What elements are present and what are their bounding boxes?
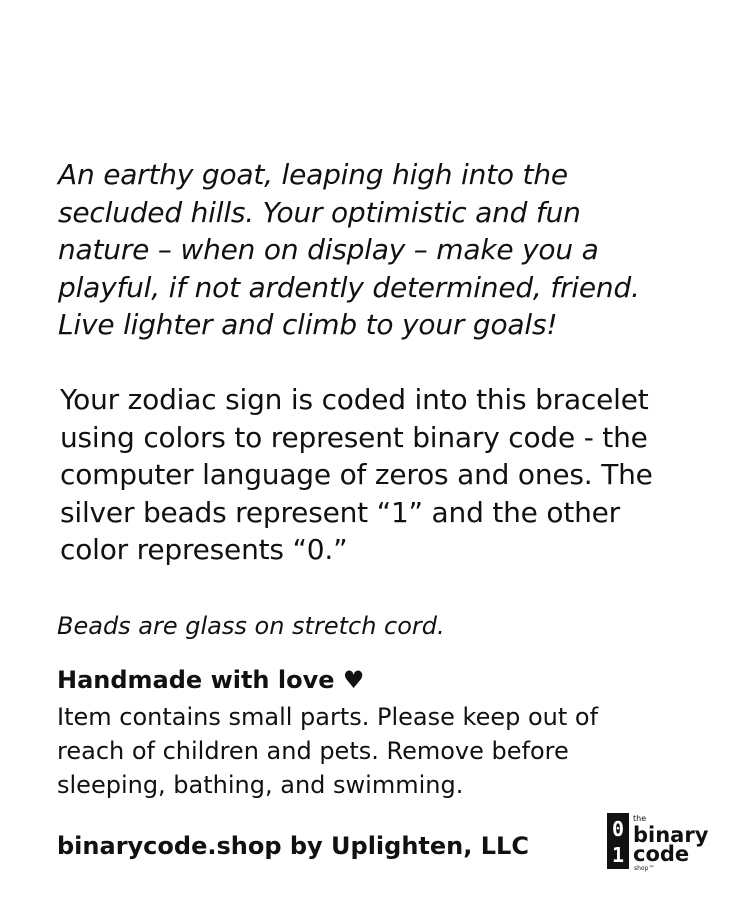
care-warning xyxy=(57,700,598,802)
company-footer: binarycode.shop by Uplighten, LLC xyxy=(57,832,529,860)
handmade-heading: Handmade with love ♥ xyxy=(57,666,365,694)
explanation-line: color represents “0.” xyxy=(60,533,348,566)
intro-line: Live lighter and climb to your goals! xyxy=(58,308,558,341)
binary-code-shop-logo xyxy=(606,812,716,872)
explanation-line: Your zodiac sign is coded into this bracelet xyxy=(60,383,649,416)
intro-line: secluded hills. Your optimistic and fun xyxy=(58,195,581,229)
logo-the-text: the xyxy=(633,814,647,823)
material-note: Beads are glass on stretch cord. xyxy=(57,612,445,640)
intro-line: playful, if not ardently determined, friend. xyxy=(58,270,640,304)
binary-explanation xyxy=(60,381,740,569)
logo-binary-text: binary xyxy=(633,823,709,847)
care-line: sleeping, bathing, and swimming. xyxy=(57,771,464,799)
logo-code-text: code xyxy=(633,842,690,866)
explanation-line: computer language of zeros and ones. The xyxy=(60,458,653,491)
zodiac-description xyxy=(58,156,738,344)
logo-zero-glyph: 0 xyxy=(611,817,625,841)
intro-line: An earthy goat, leaping high into the xyxy=(58,158,568,191)
care-line: reach of children and pets. Remove before xyxy=(57,737,569,765)
logo-shop-text: shop™ xyxy=(634,865,655,872)
explanation-line: silver beads represent “1” and the other xyxy=(60,495,620,529)
care-line: Item contains small parts. Please keep out of xyxy=(57,703,599,731)
intro-line: nature – when on display – make you a xyxy=(58,233,599,266)
logo-one-glyph: 1 xyxy=(611,843,625,867)
explanation-line: using colors to represent binary code - the xyxy=(60,420,648,454)
